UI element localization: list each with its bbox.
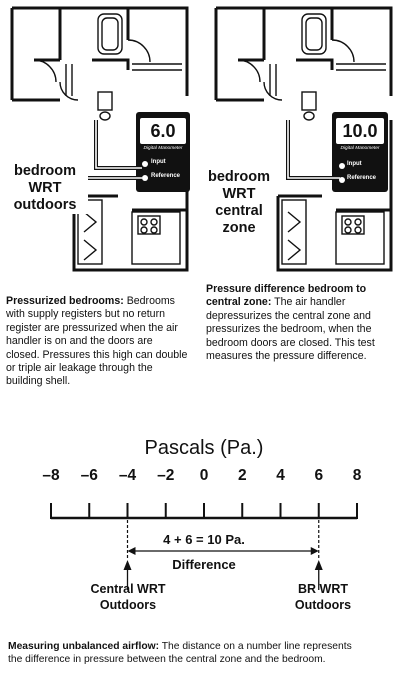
tick-label: 0 [199,467,209,484]
right-side-label: bedroom WRT central zone [208,169,271,236]
equation-label: 4 + 6 = 10 Pa. [152,532,256,547]
tick-label: 4 [276,467,285,484]
tick-label: –8 [42,467,60,484]
difference-arrowhead-left [128,547,136,555]
tick-label: 8 [352,467,362,484]
left-side-label: bedroom WRT outdoors [2,163,88,214]
right-gauge-input: Input [347,161,362,167]
right-caption-title: Pressure difference bedroom to central zone: [206,283,367,309]
difference-label: Difference [172,557,236,572]
number-line-title: Pascals (Pa.) [144,437,264,459]
right-caption: Pressure difference bedroom to central zone: The air handler depressurizes the central zone and pressurizes the bedroom, when the bedroom doors are closed. This test measures the pressure difference. [206,283,375,363]
central-wrt-label: Central WRT Outdoors [90,582,166,612]
left-caption: Pressurized bedrooms: Bedrooms with supply registers but no return register are pressurized when the air handler is on and the doors are closed. Pressures this high can double or triple air leakage through the building shell. [6,295,188,388]
bottom-caption-title: Measuring unbalanced airflow: [8,641,160,652]
central-pointer-arrowhead [124,560,132,570]
bedroom-pointer-arrowhead [315,560,323,570]
right-gauge-value: 10.0 [342,121,378,141]
left-gauge-brand: Digital Manometer [143,146,183,151]
right-gauge-brand: Digital Manometer [340,146,380,151]
tick-label: –6 [80,467,98,484]
left-gauge-value: 6.0 [150,121,176,141]
tick-label: –2 [157,467,175,484]
bottom-caption: Measuring unbalanced airflow: The distance on a number line represents the difference in pressure between the central zone and the bedroom. [8,641,352,665]
tick-label: 2 [237,467,247,484]
tick-label: –4 [118,467,137,484]
difference-arrowhead-right [311,547,319,555]
left-gauge-input: Input [151,159,166,165]
left-caption-title: Pressurized bedrooms: [6,295,124,307]
bedroom-wrt-label: BR WRT Outdoors [294,582,352,612]
tick-label: 6 [314,467,324,484]
right-gauge-reference: Reference [347,175,377,181]
left-gauge-reference: Reference [151,173,181,179]
